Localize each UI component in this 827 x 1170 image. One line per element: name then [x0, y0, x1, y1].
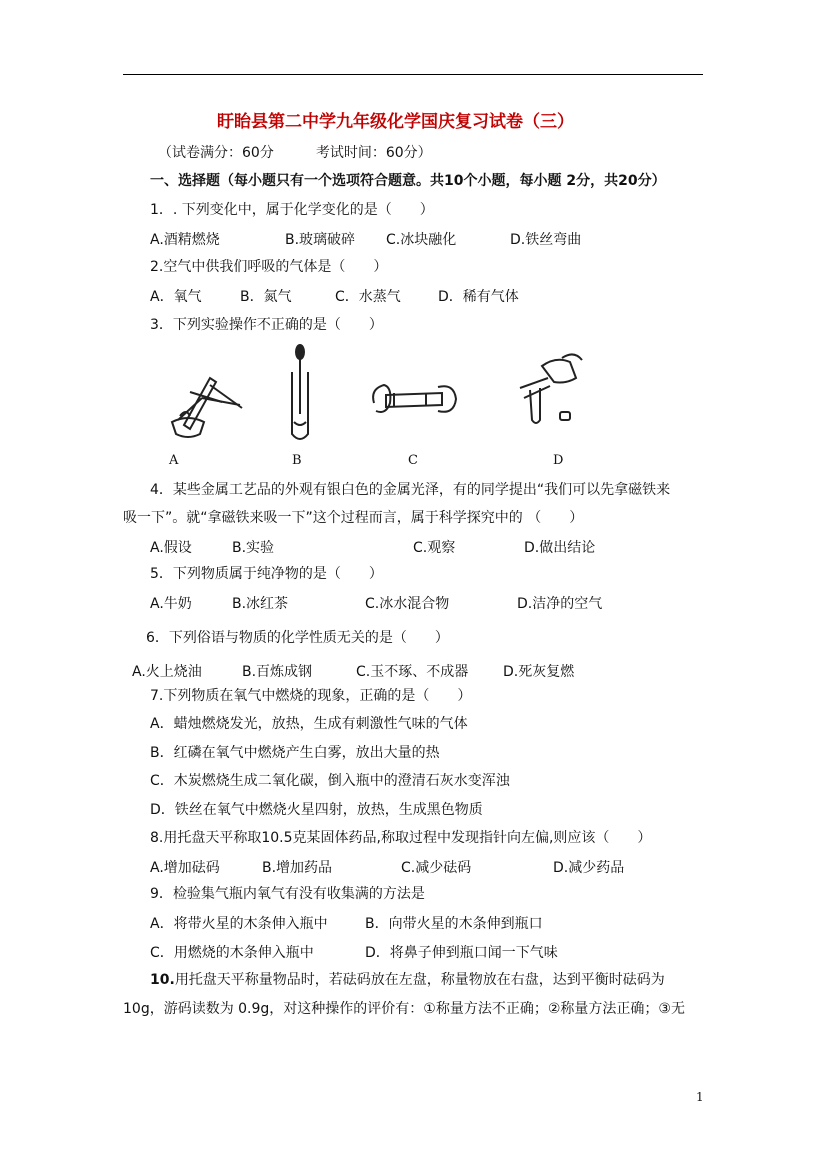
- q2-option-b: B．氮气: [240, 289, 292, 305]
- question-10-text: 用托盘天平称量物品时，若砝码放在左盘，称量物放在右盘，达到平衡时砝码为: [174, 972, 665, 988]
- q6-option-c: C.玉不琢、不成器: [356, 664, 469, 680]
- q1-option-c: C.冰块融化: [386, 232, 457, 248]
- q4-option-c: C.观察: [413, 540, 456, 556]
- q4-option-a: A.假设: [150, 540, 192, 556]
- figure-c-hands-tube: [366, 375, 462, 425]
- q6-option-d: D.死灰复燃: [503, 664, 575, 680]
- q2-option-a: A．氧气: [150, 289, 202, 305]
- q7-option-b: B．红磷在氧气中燃烧产生白雾，放出大量的热: [150, 745, 440, 761]
- question-8-stem: 8.用托盘天平称取10.5克某固体药品,称取过程中发现指针向左偏,则应该（ ）: [150, 830, 652, 846]
- q9-option-d: D．将鼻子伸到瓶口闻一下气味: [365, 945, 558, 961]
- page-title: 盱眙县第二中学九年级化学国庆复习试卷（三）: [217, 112, 574, 132]
- header-rule: [123, 74, 703, 75]
- q4-option-b: B.实验: [232, 540, 275, 556]
- figure-label-c: C: [408, 453, 418, 468]
- section-heading: 一、选择题（每小题只有一个选项符合题意。共10个小题，每小题 2分，共20分）: [150, 173, 666, 189]
- q7-option-a: A．蜡烛燃烧发光，放热，生成有刺激性气味的气体: [150, 716, 468, 732]
- q6-option-b: B.百炼成钢: [242, 664, 313, 680]
- q8-option-a: A.增加砝码: [150, 860, 220, 876]
- question-2-stem: 2.空气中供我们呼吸的气体是（ ）: [150, 259, 388, 275]
- question-4-line1: 4．某些金属工艺品的外观有银白色的金属光泽，有的同学提出“我们可以先拿磁铁来: [150, 482, 671, 498]
- page-number: 1: [696, 1090, 704, 1104]
- q8-option-d: D.减少药品: [553, 860, 625, 876]
- question-9-stem: 9．检验集气瓶内氧气有没有收集满的方法是: [150, 886, 425, 902]
- q8-option-b: B.增加药品: [262, 860, 333, 876]
- q7-option-d: D．铁丝在氧气中燃烧火星四射，放热，生成黑色物质: [150, 802, 483, 818]
- question-10-line1: [150, 970, 665, 990]
- figure-label-a: A: [169, 453, 179, 468]
- figure-label-d: D: [553, 453, 564, 468]
- q1-option-b: B.玻璃破碎: [285, 232, 356, 248]
- q8-option-c: C.减少砝码: [401, 860, 472, 876]
- q5-option-a: A.牛奶: [150, 596, 192, 612]
- q9-option-a: A．将带火星的木条伸入瓶中: [150, 916, 328, 932]
- q5-option-d: D.洁净的空气: [517, 596, 603, 612]
- question-5-stem: 5．下列物质属于纯净物的是（ ）: [150, 566, 383, 582]
- figure-b-test-tube: [280, 342, 320, 447]
- q9-option-c: C．用燃烧的木条伸入瓶中: [150, 945, 314, 961]
- q2-option-d: D．稀有气体: [438, 289, 519, 305]
- figure-a-heating-tube: [160, 350, 250, 440]
- q1-option-a: A.酒精燃烧: [150, 232, 220, 248]
- question-10-number: 10.: [150, 972, 175, 988]
- question-6-stem: 6．下列俗语与物质的化学性质无关的是（ ）: [146, 630, 449, 646]
- q5-option-c: C.冰水混合物: [365, 596, 450, 612]
- q7-option-c: C．木炭燃烧生成二氧化碳，倒入瓶中的澄清石灰水变浑浊: [150, 773, 510, 789]
- q5-option-b: B.冰红茶: [232, 596, 289, 612]
- question-7-stem: 7.下列物质在氧气中燃烧的现象，正确的是（ ）: [150, 688, 472, 704]
- figure-d-pouring: [500, 348, 590, 428]
- q4-option-d: D.做出结论: [524, 540, 596, 556]
- q6-option-a: A.火上烧油: [132, 664, 202, 680]
- q2-option-c: C．水蒸气: [335, 289, 401, 305]
- question-4-line2: 吸一下”。就“拿磁铁来吸一下”这个过程而言，属于科学探究中的 （ ）: [123, 510, 584, 526]
- exam-meta: （试卷满分：60分 考试时间：60分）: [158, 145, 432, 161]
- q1-option-d: D.铁丝弯曲: [510, 232, 582, 248]
- question-1-stem: 1．. 下列变化中，属于化学变化的是（ ）: [150, 202, 434, 218]
- q9-option-b: B．向带火星的木条伸到瓶口: [365, 916, 543, 932]
- question-10-line2: 10g，游码读数为 0.9g，对这种操作的评价有：①称量方法不正确；②称量方法正确；③无: [123, 1001, 685, 1017]
- figure-label-b: B: [292, 453, 302, 468]
- question-3-stem: 3．下列实验操作不正确的是（ ）: [150, 317, 383, 333]
